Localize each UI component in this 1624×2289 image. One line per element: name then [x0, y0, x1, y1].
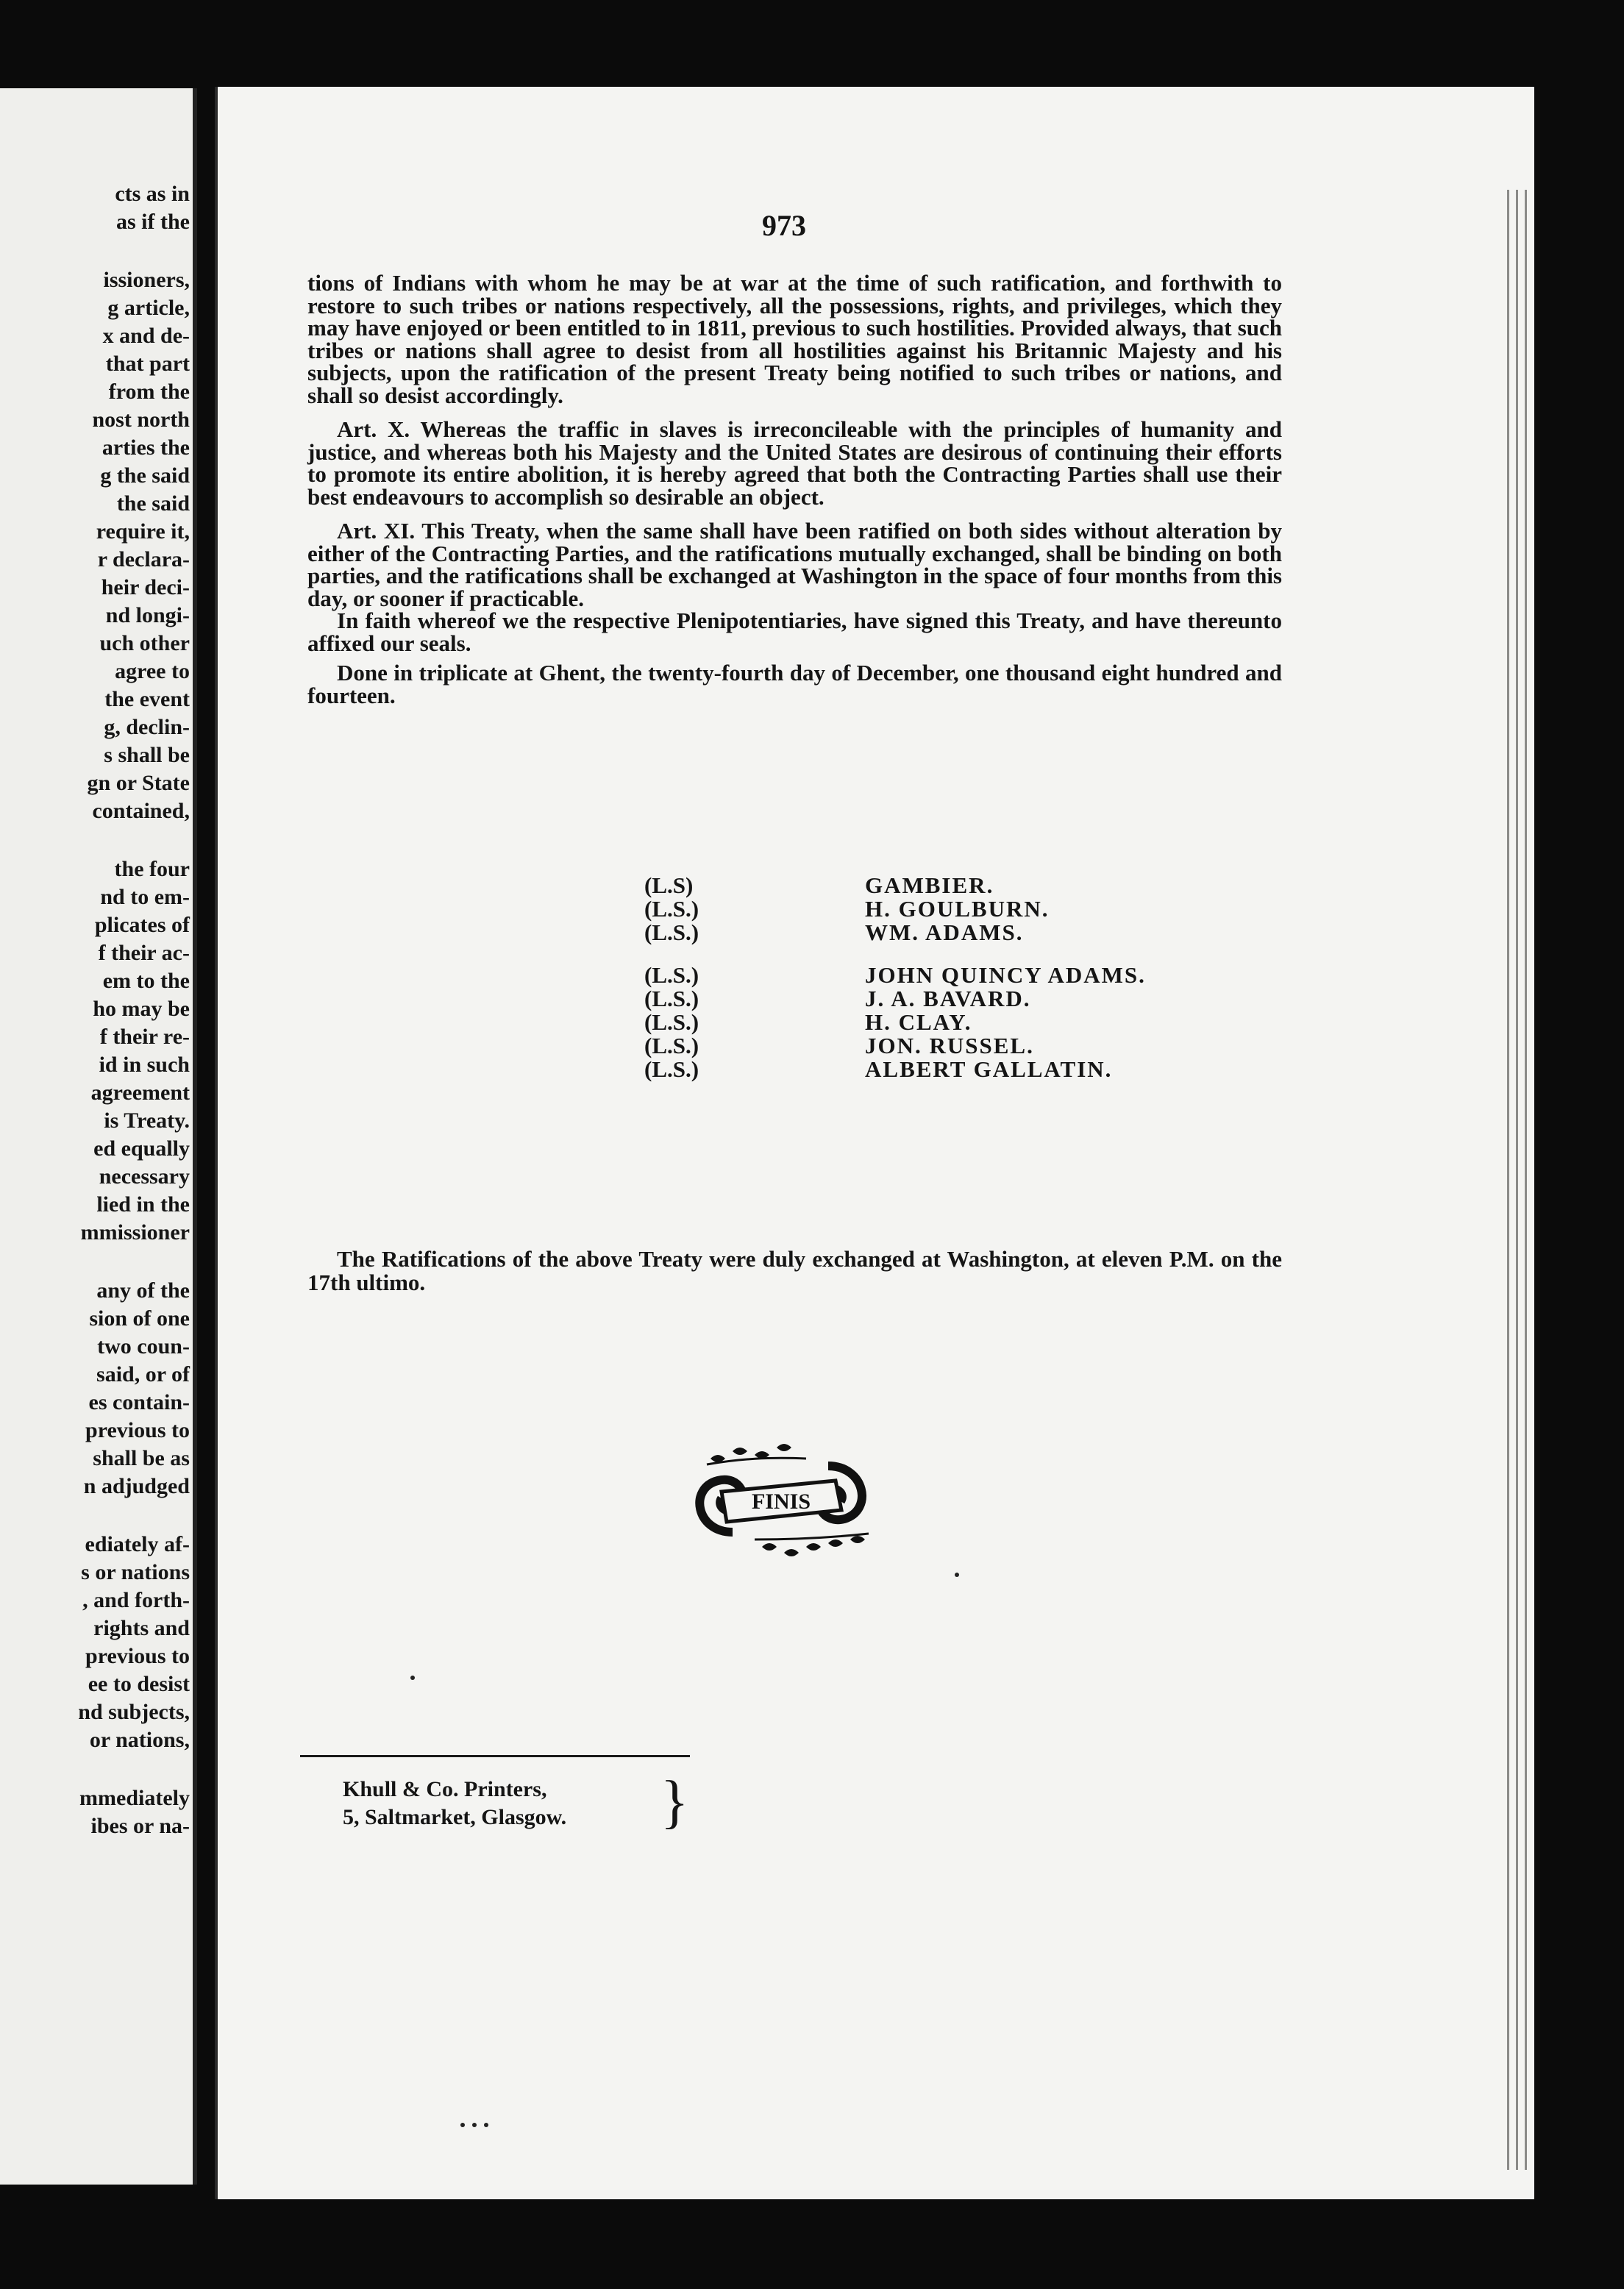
seal-mark: (L.S.) [644, 1009, 699, 1035]
signature-row [644, 987, 1277, 1011]
left-page-line: nd to em- [100, 885, 190, 909]
left-page-line: require it, [96, 519, 190, 544]
signature-row [644, 964, 1277, 987]
left-page-line: em to the [102, 969, 190, 993]
paragraph-continuation: tions of Indians with whom he may be at war at the time of such ratification, and forthwith to restore to such tribes or nations respectively, all the possessions, rights, and privileges, which they may have enjoyed or been entitled to in 1811, previous to such hostilities. Provided always, that such tribes or nations shall agree to desist from all hostilities against his Britannic Majesty and his subjects, upon the ratification of the present Treaty being notified to such tribes or nations, and shall so desist accordingly. [307, 270, 1282, 408]
seal-mark: (L.S.) [644, 919, 699, 945]
imprint-brace: } [660, 1770, 689, 1834]
seal-mark: (L.S.) [644, 962, 699, 988]
left-page-line: ho may be [93, 997, 190, 1021]
left-page-line: id in such [99, 1053, 190, 1077]
left-page-line: g, declin- [104, 715, 190, 739]
left-page-line: contained, [92, 799, 190, 823]
left-page-line: the said [116, 491, 190, 516]
left-page-line: ediately af- [85, 1532, 190, 1556]
footer-rule [300, 1755, 690, 1757]
left-page-line: , and forth- [82, 1588, 190, 1612]
left-page-line: sion of one [89, 1306, 190, 1331]
printer-imprint [343, 1776, 566, 1831]
left-page-line: n adjudged [83, 1474, 190, 1498]
signature-block [644, 874, 1277, 1081]
left-page-line: r declara- [97, 547, 190, 572]
signatory-name: ALBERT GALLATIN. [865, 1056, 1113, 1082]
seal-mark: (L.S.) [644, 1033, 699, 1058]
left-page-line: the four [114, 857, 190, 881]
left-page-line: mmissioner [80, 1220, 190, 1245]
left-page-line: ee to desist [88, 1672, 190, 1696]
left-page-line: that part [105, 352, 190, 376]
signatory-name: H. GOULBURN. [865, 896, 1050, 922]
printer-address: 5, Saltmarket, Glasgow. [343, 1805, 567, 1829]
left-page-line: the event [104, 687, 190, 711]
signature-row [644, 1011, 1277, 1034]
left-page-line: is Treaty. [104, 1108, 190, 1133]
left-page-line: g the said [100, 463, 190, 488]
finis-label: FINIS [751, 1489, 811, 1514]
seal-mark: (L.S.) [644, 896, 699, 922]
seal-mark: (L.S.) [644, 986, 699, 1011]
signature-row [644, 1034, 1277, 1058]
dating-clause: Done in triplicate at Ghent, the twenty-fourth day of December, one thousand eight hundred and fourteen. [307, 660, 1282, 708]
left-page-line: mmediately [79, 1786, 190, 1810]
ratification-note: The Ratifications of the above Treaty were duly exchanged at Washington, at eleven P.M. on the 17th ultimo. [307, 1246, 1282, 1295]
page-edge-line [1525, 190, 1527, 2170]
ink-speck [410, 1676, 415, 1680]
signatory-name: H. CLAY. [865, 1009, 972, 1035]
page-number: 973 [762, 209, 806, 242]
left-page-line: arties the [102, 435, 190, 460]
signatory-name: JOHN QUINCY ADAMS. [865, 962, 1146, 988]
signature-row [644, 897, 1277, 921]
printer-name: Khull & Co. Printers, [343, 1777, 547, 1801]
left-page-line: previous to [85, 1418, 190, 1442]
signatory-name: J. A. BAVARD. [865, 986, 1031, 1011]
left-page-line: as if the [116, 210, 190, 234]
left-page-line: s or nations [81, 1560, 190, 1584]
left-page-line: agreement [90, 1081, 190, 1105]
left-page-line: nost north [92, 407, 190, 432]
left-page-line: or nations, [89, 1728, 190, 1752]
treaty-text [307, 272, 1282, 719]
left-page-line: said, or of [96, 1362, 190, 1386]
left-page-line: two coun- [97, 1334, 190, 1359]
left-page-line: previous to [85, 1644, 190, 1668]
signatory-name: WM. ADAMS. [865, 919, 1024, 945]
left-page-line: any of the [96, 1278, 190, 1303]
left-page-line: x and de- [102, 324, 190, 348]
signatory-name: JON. RUSSEL. [865, 1033, 1034, 1058]
signatory-name: GAMBIER. [865, 872, 994, 898]
left-page-line: rights and [93, 1616, 190, 1640]
ink-speck [484, 2123, 488, 2127]
finis-ornament [681, 1437, 880, 1562]
left-page-line: f their ac- [98, 941, 190, 965]
page-edge-line [1516, 190, 1518, 2170]
signature-row [644, 1058, 1277, 1081]
signature-row [644, 921, 1277, 944]
left-page-line: heir deci- [101, 575, 190, 599]
article-xi: Art. XI. This Treaty, when the same shall have been ratified on both sides without alteration by either of the Contracting Parties, and the ratifications mutually exchanged, shall be binding on both parties, and the ratifications shall be exchanged at Washington in the space of four months from this day, or sooner if practicable. [307, 518, 1282, 611]
left-page-line: es contain- [88, 1390, 190, 1414]
page-edge-line [1507, 190, 1509, 2170]
left-page-line: from the [108, 380, 190, 404]
left-page-line: shall be as [93, 1446, 190, 1470]
left-page-line: issioners, [103, 268, 190, 292]
left-page-line: nd longi- [105, 603, 190, 627]
faith-clause: In faith whereof we the respective Plenipotentiaries, have signed this Treaty, and have thereunto affixed our seals. [307, 608, 1282, 656]
document-page [215, 87, 1534, 2199]
left-page-line: s shall be [104, 743, 190, 767]
left-page-line: nd subjects, [78, 1700, 190, 1724]
left-page-line: f their re- [99, 1025, 190, 1049]
left-page-line: ed equally [93, 1136, 190, 1161]
ink-speck [955, 1573, 959, 1577]
left-page-line: g article, [107, 296, 190, 320]
left-page-line: agree to [115, 659, 190, 683]
seal-mark: (L.S) [644, 872, 694, 898]
left-page-line: lied in the [96, 1192, 190, 1217]
left-page-line: gn or State [87, 771, 190, 795]
ink-speck [460, 2123, 465, 2127]
article-x: Art. X. Whereas the traffic in slaves is irreconcileable with the principles of humanity and justice, and whereas both his Majesty and the United States are desirous of continuing their efforts to promote its entire abolition, it is hereby agreed that both the Contracting Parties shall use their best endeavours to accomplish so desirable an object. [307, 416, 1282, 510]
signature-row [644, 874, 1277, 897]
left-page-line: uch other [99, 631, 190, 655]
left-page-line: cts as in [115, 182, 190, 206]
left-page-line: plicates of [94, 913, 190, 937]
seal-mark: (L.S.) [644, 1056, 699, 1082]
ink-speck [472, 2123, 477, 2127]
left-page-line: necessary [99, 1164, 190, 1189]
left-page-line: ibes or na- [90, 1814, 190, 1838]
left-page-fragment [0, 88, 197, 2185]
